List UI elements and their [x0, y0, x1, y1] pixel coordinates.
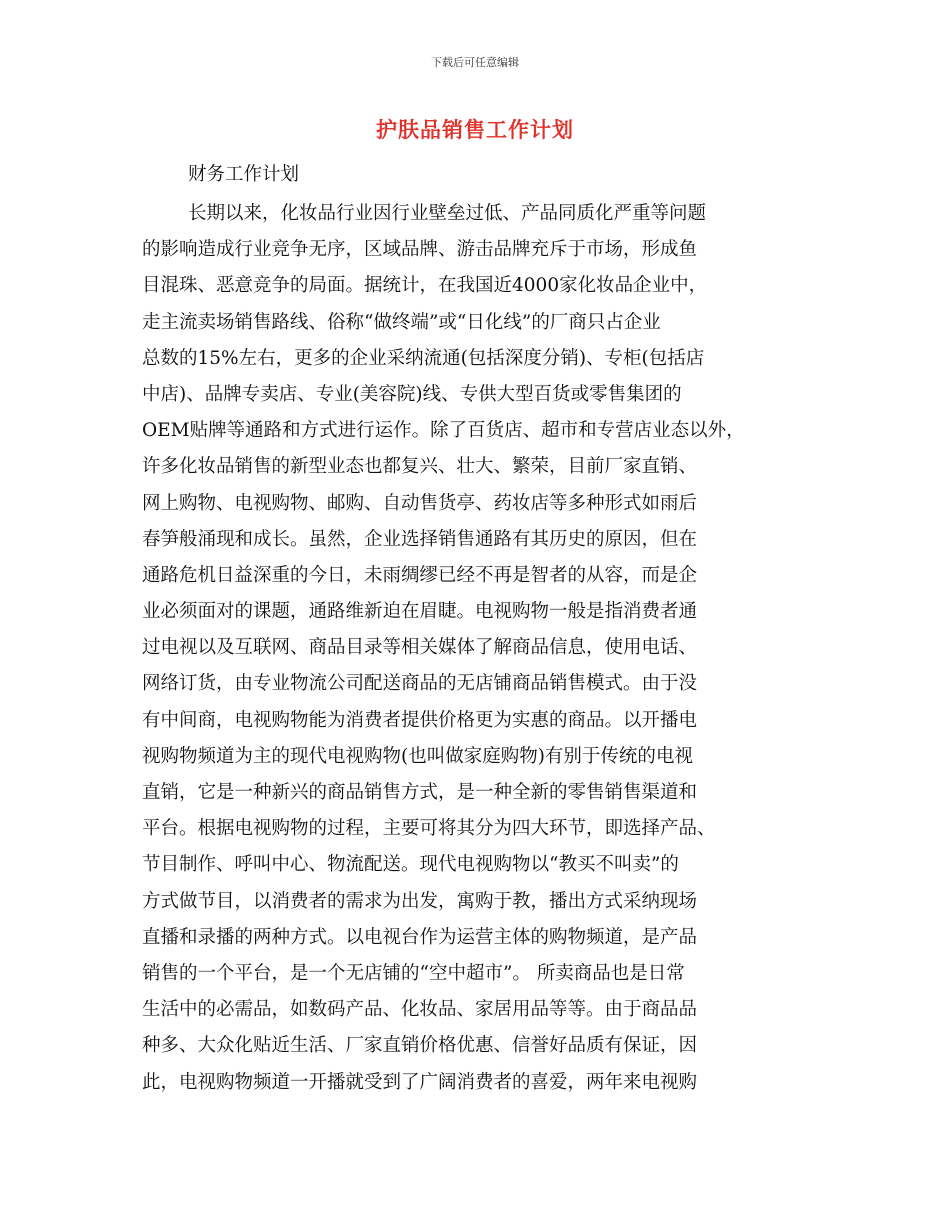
body-line: 春笋般涌现和成长。虽然，企业选择销售通路有其历史的原因，但在 [142, 528, 698, 550]
body-line: 网络订货，由专业物流公司配送商品的无店铺商品销售模式。由于没 [142, 673, 698, 695]
body-line: 生活中的必需品，如数码产品、化妆品、家居用品等等。由于商品品 [142, 999, 698, 1021]
body-line: OEM贴牌等通路和方式进行运作。除了百货店、超市和专营店业态以外， [142, 420, 745, 442]
body-line: 总数的15%左右，更多的企业采纳流通(包括深度分销)、专柜(包括店 [142, 347, 705, 369]
body-line: 节目制作、呼叫中心、物流配送。现代电视购物以“教买不叫卖”的 [142, 854, 679, 876]
body-line: 方式做节目，以消费者的需求为出发，寓购于教，播出方式采纳现场 [142, 890, 698, 912]
body-line: 业必须面对的课题，通路维新迫在眉睫。电视购物一般是指消费者通 [142, 601, 698, 623]
body-line: 销售的一个平台，是一个无店铺的“空中超市”。 所卖商品也是日常 [142, 962, 685, 984]
body-line: 此，电视购物频道一开播就受到了广阔消费者的喜爱，两年来电视购 [142, 1071, 698, 1093]
body-line: 目混珠、恶意竞争的局面。据统计，在我国近4000家化妆品企业中， [142, 275, 708, 297]
body-line: 视购物频道为主的现代电视购物(也叫做家庭购物)有别于传统的电视 [142, 745, 693, 767]
body-line: 平台。根据电视购物的过程，主要可将其分为四大环节，即选择产品、 [142, 818, 716, 840]
body-line: 的影响造成行业竞争无序，区域品牌、游击品牌充斥于市场，形成鱼 [142, 239, 698, 261]
body-line: 直销，它是一种新兴的商品销售方式，是一种全新的零售销售渠道和 [142, 782, 698, 803]
body-line: 有中间商，电视购物能为消费者提供价格更为实惠的商品。以开播电 [142, 709, 698, 731]
body-line: 中店)、品牌专卖店、专业(美容院)线、专供大型百货或零售集团的 [142, 383, 682, 405]
section-heading: 财务工作计划 [188, 164, 300, 185]
body-line: 许多化妆品销售的新型业态也都复兴、壮大、繁荣，目前厂家直销、 [142, 456, 698, 478]
header-note: 下载后可任意编辑 [431, 56, 519, 69]
body-line: 过电视以及互联网、商品目录等相关媒体了解商品信息，使用电话、 [142, 637, 698, 659]
body-text [142, 196, 822, 1101]
body-line: 直播和录播的两种方式。以电视台作为运营主体的购物频道，是产品 [142, 926, 698, 948]
body-line: 种多、大众化贴近生活、厂家直销价格优惠、信誉好品质有保证，因 [142, 1035, 698, 1057]
body-line: 长期以来，化妆品行业因行业壁垒过低、产品同质化严重等问题 [188, 203, 707, 224]
body-line: 通路危机日益深重的今日，未雨绸缪已经不再是智者的从容，而是企 [142, 564, 698, 586]
body-line: 走主流卖场销售路线、俗称“做终端”或“日化线”的厂商只占企业 [142, 311, 661, 333]
document-title: 护肤品销售工作计划 [376, 117, 574, 142]
body-line: 网上购物、电视购物、邮购、自动售货亭、药妆店等多种形式如雨后 [142, 492, 698, 514]
